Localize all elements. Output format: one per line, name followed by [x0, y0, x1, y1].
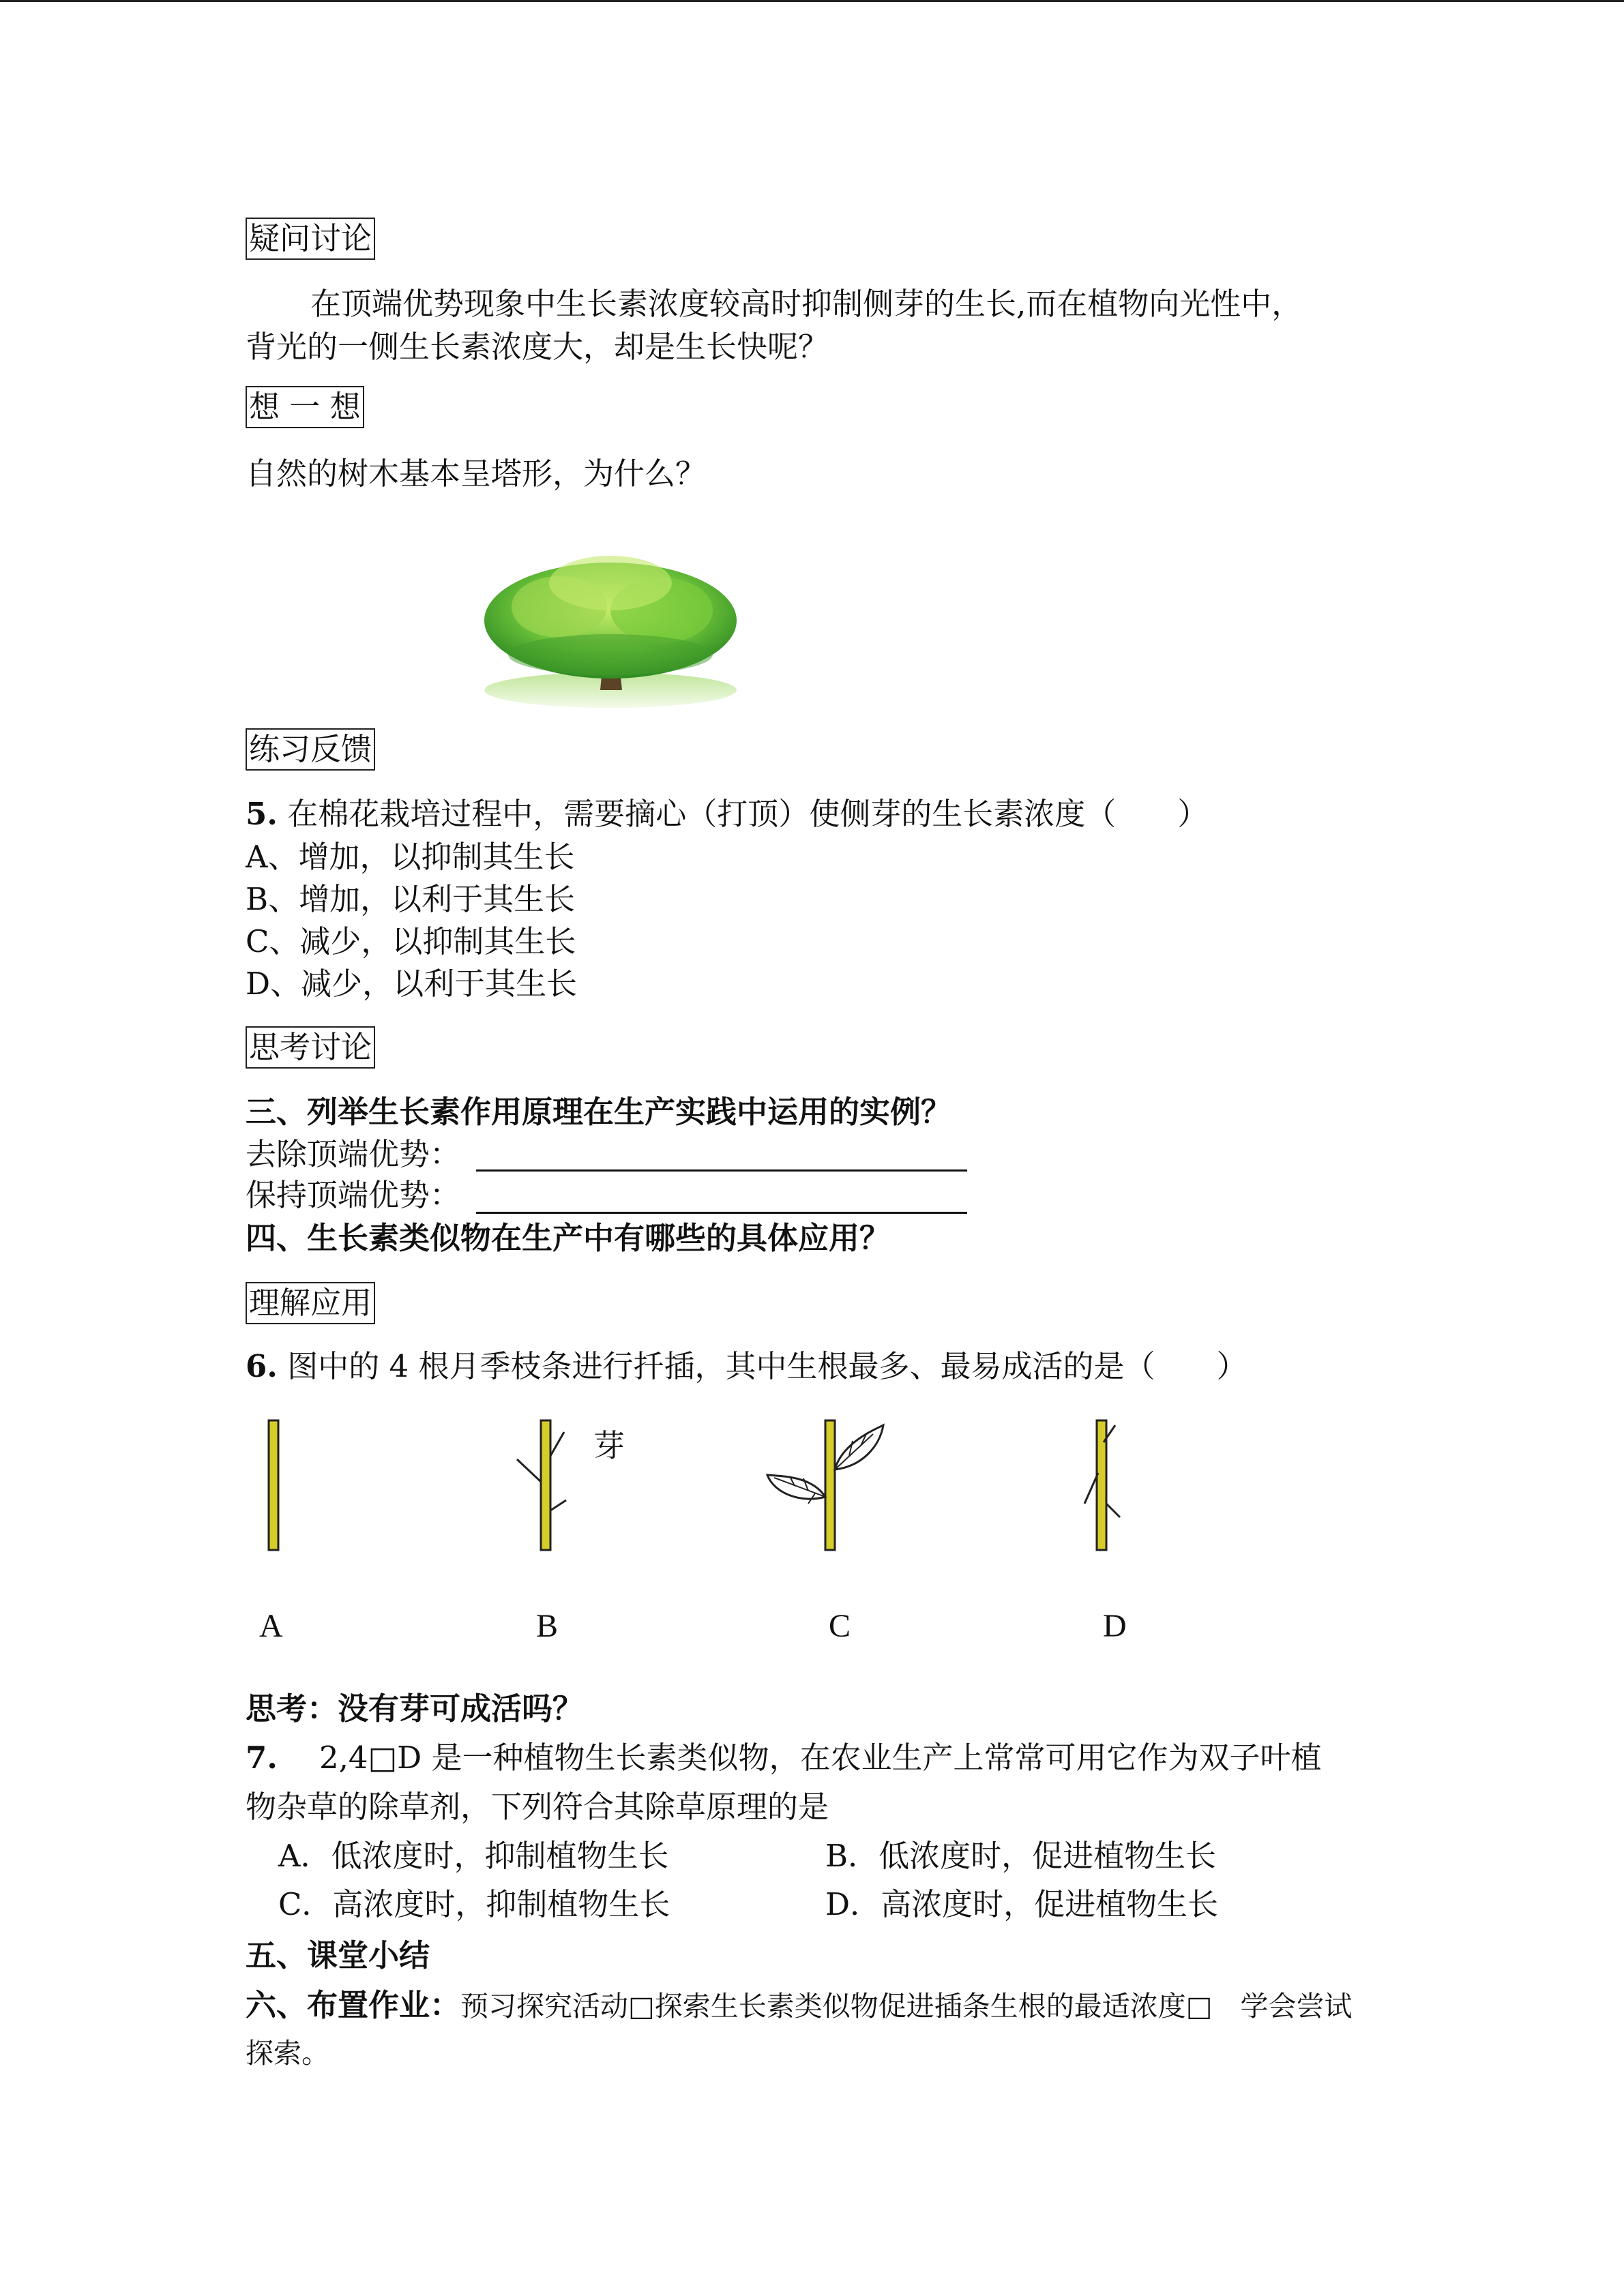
- q5-option-c: C、减少，以抑制其生长: [246, 923, 576, 959]
- question-5-text: 在棉花栽培过程中，需要摘心（打顶）使侧芽的生长素浓度（ ）: [287, 796, 1209, 832]
- stem-c: [767, 1420, 883, 1550]
- q7-option-d: D．高浓度时，促进植物生长: [825, 1886, 1219, 1922]
- keep-apical-blank: [476, 1212, 967, 1214]
- heading-discussion: 疑问讨论: [246, 218, 375, 260]
- q5-option-a: A、增加，以抑制其生长: [246, 839, 575, 875]
- question-7-number: [246, 1737, 278, 1779]
- stem-d: [1084, 1420, 1120, 1550]
- heading-practice: 练习反馈: [246, 728, 375, 771]
- reflection-item-4: 四、生长素类似物在生产中有哪些的具体应用？: [246, 1220, 891, 1256]
- q7-option-a: A．低浓度时，抑制植物生长: [278, 1838, 669, 1874]
- figure-label-b: B: [536, 1608, 559, 1644]
- heading-application: 理解应用: [246, 1282, 375, 1324]
- keep-apical-label: 保持顶端优势：: [246, 1177, 461, 1213]
- question-6-text: 图中的 4 根月季枝条进行扦插，其中生根最多、最易成活的是（ ）: [287, 1348, 1247, 1384]
- remove-apical-blank: [476, 1169, 967, 1172]
- page-top-border: [0, 0, 1624, 2]
- question-7-line-1: 2,4□D 是一种植物生长素类似物，在农业生产上常常可用它作为双子叶植: [319, 1740, 1322, 1776]
- homework-label: 六、布置作业：: [246, 1987, 461, 2023]
- reflection-item-3: 三、列举生长素作用原理在生产实践中运用的实例？: [246, 1094, 952, 1130]
- discussion-line-1: 在顶端优势现象中生长素浓度较高时抑制侧芽的生长,而在植物向光性中，: [310, 286, 1303, 322]
- bud-label: 芽: [593, 1427, 625, 1464]
- discussion-line-2: 背光的一侧生长素浓度大，却是生长快呢？: [246, 329, 829, 365]
- think-prompt: 思考：没有芽可成活吗？: [246, 1690, 584, 1727]
- q5-option-d: D、减少，以利于其生长: [246, 966, 578, 1002]
- q5-option-b: B、增加，以利于其生长: [246, 881, 576, 917]
- stem-a: [269, 1420, 278, 1550]
- homework-line-2: 探索。: [246, 2037, 329, 2070]
- question-7-line-2: 物杂草的除草剂，下列符合其除草原理的是: [246, 1789, 829, 1825]
- question-5: [246, 793, 1208, 835]
- q7-option-c: C．高浓度时，抑制植物生长: [278, 1886, 670, 1922]
- stem-b: [517, 1420, 566, 1550]
- figure-label-d: D: [1103, 1608, 1127, 1644]
- homework-text-1: 预习探究活动□探索生长素类似物促进插条生根的最适浓度□ 学会尝试: [460, 1990, 1353, 2023]
- think-text: 自然的树木基本呈塔形，为什么？: [246, 456, 707, 492]
- remove-apical-label: 去除顶端优势：: [246, 1136, 461, 1172]
- heading-reflection: 思考讨论: [246, 1026, 375, 1069]
- question-5-number: 5.: [246, 796, 278, 832]
- summary-heading: 五、课堂小结: [246, 1937, 430, 1973]
- tree-illustration: [477, 546, 743, 713]
- question-6-number: 6.: [246, 1348, 278, 1384]
- figure-label-c: C: [829, 1608, 851, 1644]
- homework-line-1: [246, 1984, 1353, 2027]
- cutting-figure: [259, 1408, 1282, 1565]
- q7-option-b: B．低浓度时，促进植物生长: [825, 1838, 1217, 1874]
- question-6: [246, 1345, 1247, 1388]
- question-7-no: 7.: [246, 1740, 278, 1776]
- figure-label-a: A: [259, 1608, 283, 1644]
- heading-think: 想 一 想: [246, 386, 364, 428]
